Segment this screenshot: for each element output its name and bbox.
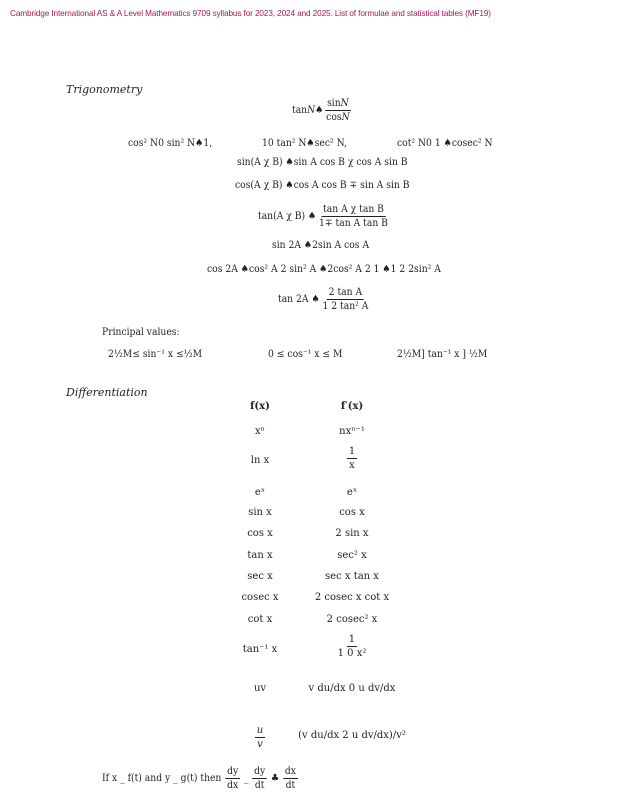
table-row-f: cosec x — [241, 592, 279, 603]
table-row-fprime: $\frac{1}{\text{1 0 x²}}$ — [337, 634, 367, 659]
table-row-f: eˣ — [254, 487, 266, 498]
table-row-f: tan x — [247, 550, 273, 561]
table-row-f: sec x — [247, 571, 273, 582]
table-row-f: $\frac{u}{v}$ — [256, 725, 264, 750]
principal-value-arctan: 2½M] tan⁻¹ x ] ½M — [397, 349, 488, 360]
table-row-fprime: eˣ — [346, 487, 358, 498]
table-row-fprime: sec² x — [337, 550, 367, 561]
table-row-fprime: (v du/dx 2 u dv/dx)/v² — [298, 730, 406, 741]
trigonometry-title: Trigonometry — [66, 83, 143, 96]
table-row-fprime: $\frac{1}{x}$ — [348, 446, 356, 471]
compound-cos: cos(A χ B) ♠cos A cos B ∓ sin A sin B — [235, 180, 410, 191]
table-row-fprime: 2 sin x — [335, 528, 369, 539]
tan-sec-identity: 10 tan² N♠sec² N, — [262, 138, 347, 149]
table-row-f: cot x — [247, 614, 273, 625]
table-row-f: tan⁻¹ x — [242, 644, 278, 655]
table-row-fprime: 2 cosec² x — [326, 614, 378, 625]
table-row-fprime: cos x — [339, 507, 365, 518]
differentiation-title: Differentiation — [66, 386, 148, 399]
table-row-f: cos x — [247, 528, 273, 539]
compound-sin: sin(A χ B) ♠sin A cos B χ cos A sin B — [237, 157, 408, 168]
principal-value-arccos: 0 ≤ cos⁻¹ x ≤ M — [268, 349, 343, 360]
table-row-fprime: nxⁿ⁻¹ — [339, 426, 365, 437]
principal-value-arcsin: 2½M≤ sin⁻¹ x ≤½M — [108, 349, 203, 360]
column-header-f: f(x) — [250, 401, 270, 412]
principal-values-label: Principal values: — [102, 327, 180, 338]
table-row-fprime: v du/dx 0 u dv/dx — [308, 683, 396, 694]
parametric-derivative: If x _ f(t) and y _ g(t) then $\frac{dy}{dx}$ _ $\frac{dy}{dt}$ ♣ $\frac{dx}{dt}$ — [102, 766, 296, 791]
pythagorean-identity: cos² N0 sin² N♠1, — [128, 138, 213, 149]
tan-definition: tanN♠ $\frac{\sin N}{\cos N}$ — [292, 98, 350, 123]
compound-tan: tan(A χ B) ♠ $\frac{\text{tan A χ tan B}}{\text{1∓ tan A tan B}}$ — [258, 204, 388, 229]
table-row-f: ln x — [250, 455, 270, 466]
table-row-fprime: 2 cosec x cot x — [314, 592, 390, 603]
double-sin: sin 2A ♠2sin A cos A — [272, 240, 370, 251]
cot-cosec-identity: cot² N0 1 ♠cosec² N — [397, 138, 493, 149]
column-header-fprime: f′(x) — [340, 401, 364, 412]
table-row-f: uv — [253, 683, 267, 694]
table-row-fprime: sec x tan x — [325, 571, 379, 582]
page-header: Cambridge International AS & A Level Mathematics 9709 syllabus for 2023, 2024 and 2025. List of formulae and statistical tables (MF19) — [10, 9, 491, 18]
table-row-f: sin x — [248, 507, 272, 518]
double-tan: tan 2A ♠ $\frac{\text{2 tan A}}{\text{1 2 tan² A}}$ — [278, 287, 369, 312]
double-cos: cos 2A ♠cos² A 2 sin² A ♠2cos² A 2 1 ♠1 2 2sin² A — [207, 264, 441, 275]
table-row-f: xⁿ — [255, 426, 265, 437]
